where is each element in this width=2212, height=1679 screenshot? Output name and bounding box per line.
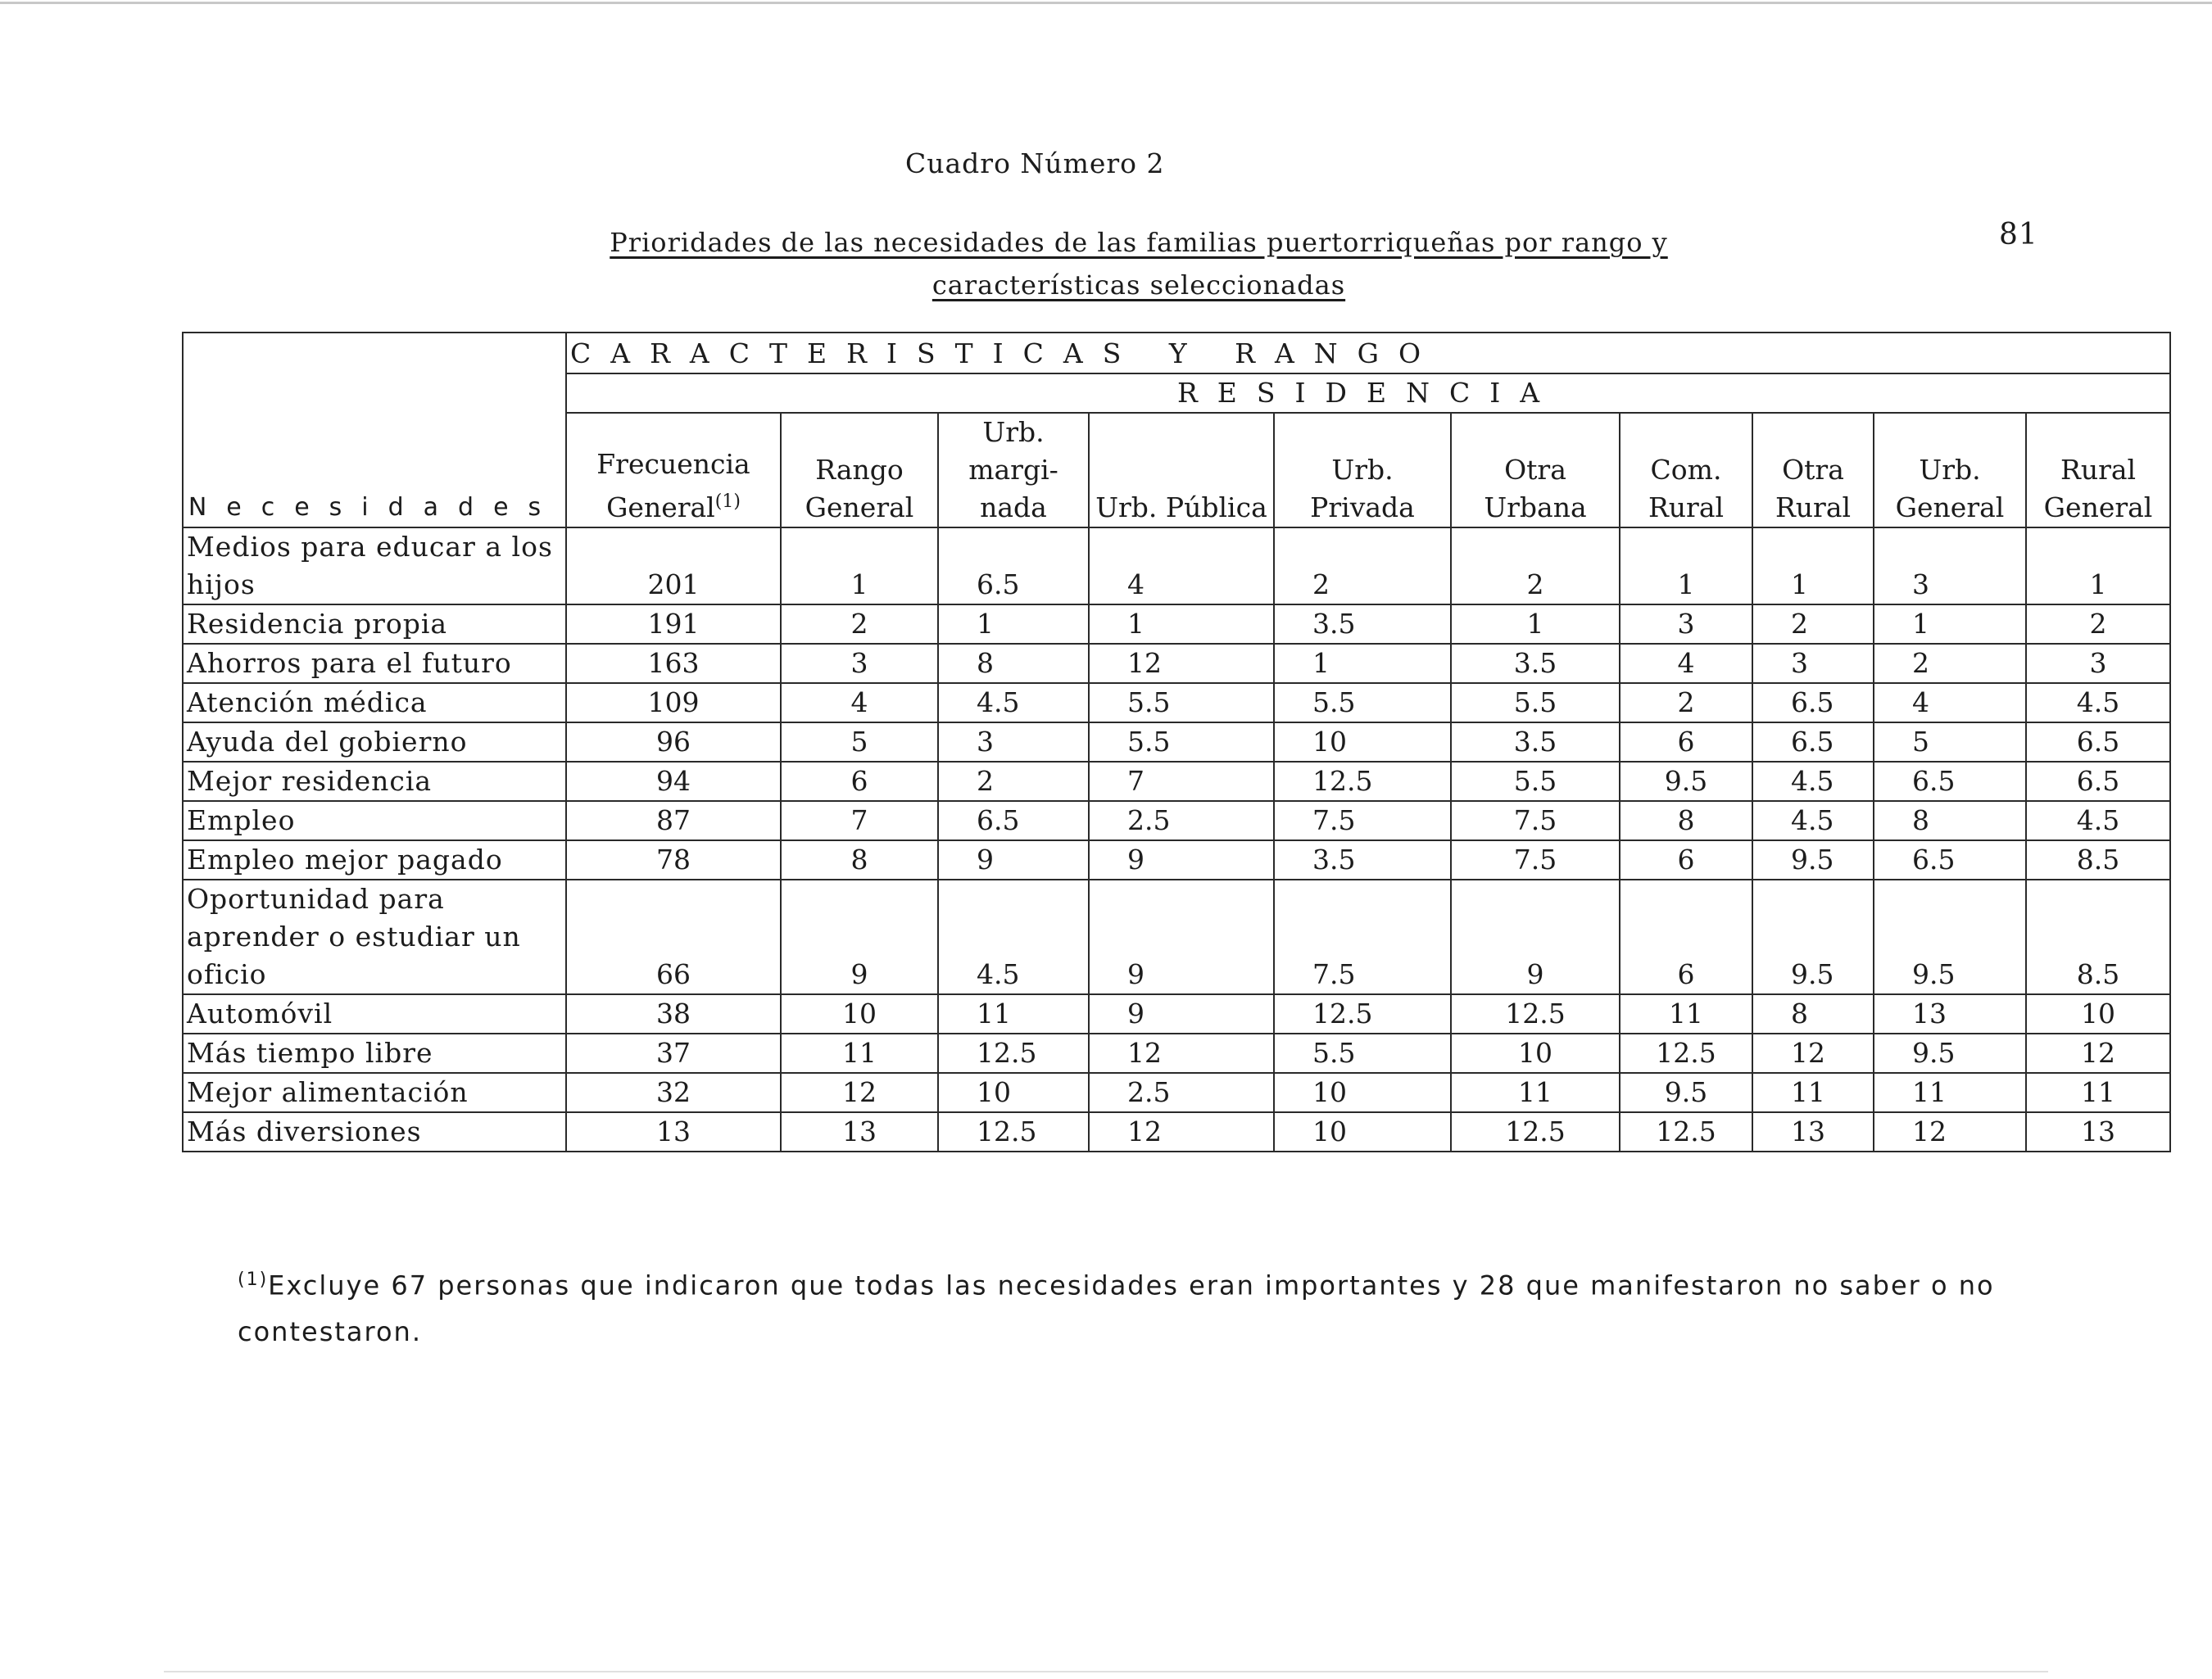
need-label: Más tiempo libre	[183, 1034, 566, 1073]
footnote-text: Excluye 67 personas que indicaron que todas las necesidades eran importantes y 28 que manifestaron no saber o no contestaron.	[238, 1269, 1995, 1347]
value-cell: 2	[2026, 604, 2170, 644]
value-cell: 4.5	[1752, 762, 1874, 801]
value-cell: 4	[1089, 527, 1274, 604]
residencia-header: RESIDENCIA	[566, 373, 2170, 413]
value-cell: 12.5	[1620, 1112, 1752, 1152]
value-cell: 1	[1752, 527, 1874, 604]
value-cell: 3	[781, 644, 938, 683]
necesidades-header: Necesidades	[183, 333, 566, 527]
table-row	[183, 880, 2170, 994]
value-cell: 1	[781, 527, 938, 604]
value-cell: 6.5	[938, 527, 1089, 604]
value-cell: 4	[1874, 683, 2026, 722]
value-cell: 3	[1874, 527, 2026, 604]
value-cell: 3	[938, 722, 1089, 762]
value-cell: 5	[1874, 722, 2026, 762]
value-cell: 9.5	[1752, 840, 1874, 880]
value-cell: 6.5	[2026, 762, 2170, 801]
table-row	[183, 527, 2170, 604]
value-cell: 4.5	[2026, 683, 2170, 722]
value-cell: 32	[566, 1073, 781, 1112]
value-cell: 9.5	[1620, 762, 1752, 801]
value-cell: 4.5	[1752, 801, 1874, 840]
value-cell: 12	[781, 1073, 938, 1112]
value-cell: 8	[1620, 801, 1752, 840]
column-header: Urb. Pública	[1089, 413, 1274, 527]
column-header: Otra Urbana	[1451, 413, 1620, 527]
value-cell: 2	[1274, 527, 1451, 604]
column-header: Urb. margi- nada	[938, 413, 1089, 527]
column-header: Rural General	[2026, 413, 2170, 527]
footnote	[238, 1257, 2040, 1355]
value-cell: 9.5	[1874, 1034, 2026, 1073]
value-cell: 78	[566, 840, 781, 880]
value-cell: 9	[1089, 994, 1274, 1034]
value-cell: 12.5	[1451, 1112, 1620, 1152]
value-cell: 5.5	[1274, 683, 1451, 722]
value-cell: 12	[2026, 1034, 2170, 1073]
value-cell: 1	[1874, 604, 2026, 644]
value-cell: 7	[781, 801, 938, 840]
value-cell: 191	[566, 604, 781, 644]
need-label: Más diversiones	[183, 1112, 566, 1152]
table-row	[183, 604, 2170, 644]
value-cell: 2	[938, 762, 1089, 801]
value-cell: 2	[781, 604, 938, 644]
value-cell: 8	[1752, 994, 1874, 1034]
value-cell: 12.5	[1274, 762, 1451, 801]
value-cell: 10	[1451, 1034, 1620, 1073]
value-cell: 163	[566, 644, 781, 683]
need-label: Empleo	[183, 801, 566, 840]
value-cell: 12	[1874, 1112, 2026, 1152]
value-cell: 2	[1620, 683, 1752, 722]
value-cell: 8	[938, 644, 1089, 683]
value-cell: 201	[566, 527, 781, 604]
table-row	[183, 722, 2170, 762]
value-cell: 6.5	[2026, 722, 2170, 762]
value-cell: 66	[566, 880, 781, 994]
value-cell: 10	[2026, 994, 2170, 1034]
value-cell: 4.5	[938, 683, 1089, 722]
need-label: Empleo mejor pagado	[183, 840, 566, 880]
value-cell: 3	[1620, 604, 1752, 644]
need-label: Oportunidad para aprender o estudiar un oficio	[183, 880, 566, 994]
footnote-marker: (1)	[238, 1269, 269, 1290]
table-row	[183, 644, 2170, 683]
value-cell: 3	[2026, 644, 2170, 683]
value-cell: 7.5	[1451, 801, 1620, 840]
value-cell: 9	[1451, 880, 1620, 994]
column-header: Otra Rural	[1752, 413, 1874, 527]
value-cell: 12.5	[1274, 994, 1451, 1034]
value-cell: 12	[1089, 644, 1274, 683]
need-label: Medios para educar a los hijos	[183, 527, 566, 604]
value-cell: 10	[938, 1073, 1089, 1112]
value-cell: 13	[781, 1112, 938, 1152]
table-body	[183, 527, 2170, 1152]
need-label: Mejor alimentación	[183, 1073, 566, 1112]
value-cell: 7.5	[1451, 840, 1620, 880]
value-cell: 13	[1874, 994, 2026, 1034]
value-cell: 1	[1274, 644, 1451, 683]
value-cell: 13	[566, 1112, 781, 1152]
value-cell: 12.5	[1620, 1034, 1752, 1073]
value-cell: 6.5	[1874, 762, 2026, 801]
value-cell: 11	[1752, 1073, 1874, 1112]
column-header: Com. Rural	[1620, 413, 1752, 527]
value-cell: 11	[1620, 994, 1752, 1034]
value-cell: 9	[1089, 880, 1274, 994]
value-cell: 6.5	[1874, 840, 2026, 880]
need-label: Ayuda del gobierno	[183, 722, 566, 762]
value-cell: 5.5	[1089, 683, 1274, 722]
priorities-table	[182, 332, 2171, 1152]
value-cell: 9.5	[1620, 1073, 1752, 1112]
value-cell: 2	[1874, 644, 2026, 683]
value-cell: 5	[781, 722, 938, 762]
value-cell: 8.5	[2026, 880, 2170, 994]
value-cell: 6.5	[1752, 722, 1874, 762]
column-header: Frecuencia General$^{(1)}$	[566, 413, 781, 527]
need-label: Residencia propia	[183, 604, 566, 644]
value-cell: 5.5	[1089, 722, 1274, 762]
value-cell: 9	[938, 840, 1089, 880]
footnote-marker: (1)	[714, 491, 741, 512]
value-cell: 8	[1874, 801, 2026, 840]
value-cell: 1	[938, 604, 1089, 644]
value-cell: 12.5	[938, 1112, 1089, 1152]
value-cell: 10	[781, 994, 938, 1034]
value-cell: 8.5	[2026, 840, 2170, 880]
table-row	[183, 840, 2170, 880]
table-row	[183, 994, 2170, 1034]
value-cell: 4.5	[938, 880, 1089, 994]
column-header: Urb. General	[1874, 413, 2026, 527]
value-cell: 3	[1752, 644, 1874, 683]
value-cell: 12.5	[938, 1034, 1089, 1073]
value-cell: 3.5	[1274, 604, 1451, 644]
need-label: Mejor residencia	[183, 762, 566, 801]
table-title	[492, 221, 1786, 306]
value-cell: 10	[1274, 1073, 1451, 1112]
value-cell: 2.5	[1089, 1073, 1274, 1112]
value-cell: 9	[1089, 840, 1274, 880]
scan-top-edge	[0, 2, 2212, 4]
value-cell: 8	[781, 840, 938, 880]
value-cell: 7.5	[1274, 801, 1451, 840]
value-cell: 4	[781, 683, 938, 722]
table-row	[183, 762, 2170, 801]
value-cell: 12	[1752, 1034, 1874, 1073]
value-cell: 9.5	[1752, 880, 1874, 994]
value-cell: 11	[781, 1034, 938, 1073]
value-cell: 87	[566, 801, 781, 840]
table-number-label: Cuadro Número 2	[905, 147, 1165, 179]
value-cell: 10	[1274, 1112, 1451, 1152]
value-cell: 6.5	[1752, 683, 1874, 722]
value-cell: 6.5	[938, 801, 1089, 840]
value-cell: 13	[2026, 1112, 2170, 1152]
value-cell: 37	[566, 1034, 781, 1073]
value-cell: 12	[1089, 1112, 1274, 1152]
value-cell: 6	[1620, 722, 1752, 762]
value-cell: 11	[938, 994, 1089, 1034]
value-cell: 3.5	[1274, 840, 1451, 880]
value-cell: 2	[1752, 604, 1874, 644]
value-cell: 38	[566, 994, 781, 1034]
title-line-2: características seleccionadas	[931, 269, 1346, 301]
value-cell: 11	[2026, 1073, 2170, 1112]
value-cell: 9	[781, 880, 938, 994]
need-label: Ahorros para el futuro	[183, 644, 566, 683]
value-cell: 109	[566, 683, 781, 722]
value-cell: 11	[1451, 1073, 1620, 1112]
table-row	[183, 683, 2170, 722]
need-label: Atención médica	[183, 683, 566, 722]
column-header: Rango General	[781, 413, 938, 527]
value-cell: 5.5	[1274, 1034, 1451, 1073]
value-cell: 6	[1620, 880, 1752, 994]
value-cell: 1	[1620, 527, 1752, 604]
value-cell: 13	[1752, 1112, 1874, 1152]
value-cell: 5.5	[1451, 683, 1620, 722]
scan-bottom-edge	[164, 1671, 2048, 1672]
caracteristicas-header: CARACTERISTICAS Y RANGO	[566, 333, 2170, 373]
value-cell: 2	[1451, 527, 1620, 604]
value-cell: 96	[566, 722, 781, 762]
value-cell: 1	[1451, 604, 1620, 644]
value-cell: 2.5	[1089, 801, 1274, 840]
value-cell: 4	[1620, 644, 1752, 683]
value-cell: 5.5	[1451, 762, 1620, 801]
title-line-1: Prioridades de las necesidades de las familias puertorriqueñas por rango y	[610, 227, 1668, 258]
value-cell: 4.5	[2026, 801, 2170, 840]
table-row	[183, 1073, 2170, 1112]
value-cell: 9.5	[1874, 880, 2026, 994]
value-cell: 6	[1620, 840, 1752, 880]
value-cell: 12.5	[1451, 994, 1620, 1034]
need-label: Automóvil	[183, 994, 566, 1034]
table-row	[183, 1112, 2170, 1152]
column-header: Urb. Privada	[1274, 413, 1451, 527]
value-cell: 6	[781, 762, 938, 801]
value-cell: 12	[1089, 1034, 1274, 1073]
table-row	[183, 1034, 2170, 1073]
value-cell: 10	[1274, 722, 1451, 762]
table-row	[183, 801, 2170, 840]
value-cell: 3.5	[1451, 722, 1620, 762]
page-number: 81	[1999, 218, 2038, 251]
value-cell: 3.5	[1451, 644, 1620, 683]
value-cell: 94	[566, 762, 781, 801]
value-cell: 1	[2026, 527, 2170, 604]
value-cell: 7	[1089, 762, 1274, 801]
value-cell: 11	[1874, 1073, 2026, 1112]
value-cell: 1	[1089, 604, 1274, 644]
value-cell: 7.5	[1274, 880, 1451, 994]
